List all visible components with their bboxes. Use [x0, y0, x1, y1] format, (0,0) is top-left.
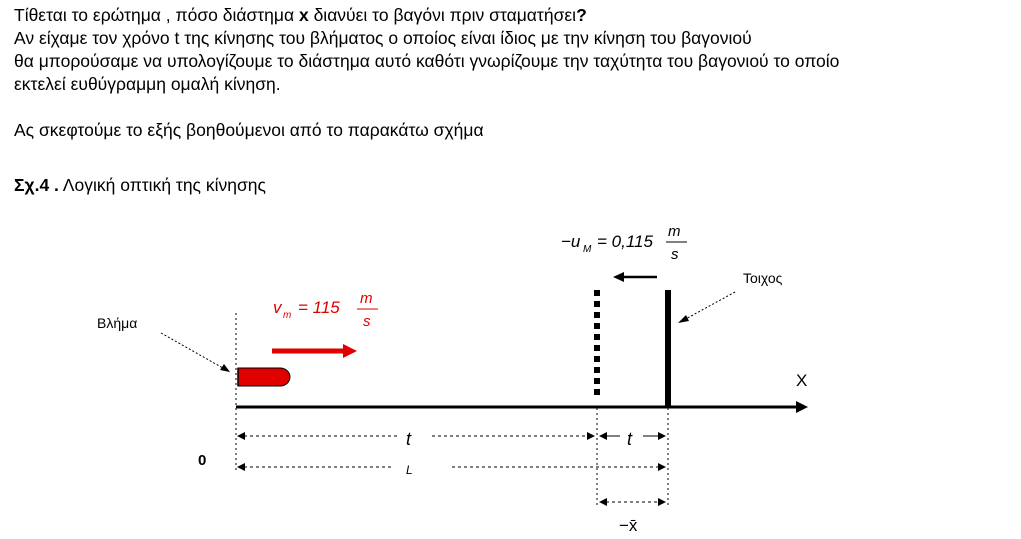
- paragraph-line-5: Ας σκεφτούμε το εξής βοηθούμενοι από το παρακάτω σχήμα: [14, 120, 484, 140]
- svg-text:M: M: [583, 244, 592, 255]
- wagon-velocity-arrowhead: [613, 272, 624, 282]
- time-label: t: [406, 429, 412, 449]
- svg-text:s: s: [363, 313, 371, 330]
- svg-text:m: m: [360, 290, 373, 307]
- wagon-time-label: t: [627, 429, 633, 449]
- paragraph-line-2: Αν είχαμε τον χρόνο t της κίνησης του βλήματος ο οποίος είναι ίδιος με την κίνηση του βαγονιού: [14, 28, 752, 48]
- variable-x: x: [298, 5, 309, 25]
- svg-text:m: m: [668, 223, 681, 240]
- svg-text:= 115: = 115: [298, 298, 340, 317]
- projectile-label: Βλήμα: [97, 315, 138, 331]
- wall-label: Τοιχος: [743, 270, 783, 286]
- figure-number: Σχ.4 .: [14, 175, 59, 195]
- displacement-label: −x̄: [619, 516, 638, 535]
- length-label: L: [406, 463, 413, 477]
- projectile-pointer-arrowhead: [220, 364, 230, 372]
- projectile-body: [238, 368, 290, 386]
- svg-text:−u: −u: [561, 232, 581, 251]
- wall-pointer-arrowhead: [678, 315, 689, 323]
- svg-text:m: m: [283, 310, 292, 321]
- paragraph-line-4: εκτελεί ευθύγραμμη ομαλή κίνηση.: [14, 74, 281, 94]
- x-axis-arrowhead: [796, 401, 808, 413]
- svg-text:s: s: [671, 246, 679, 263]
- origin-label: 0: [198, 452, 207, 469]
- projectile-velocity-arrowhead: [343, 344, 357, 358]
- svg-text:v: v: [273, 298, 282, 317]
- figure-caption: Σχ.4 . Λογική οπτική της κίνησης: [14, 175, 266, 195]
- projectile-velocity-formula: [273, 290, 378, 330]
- paragraph-line-3: θα μπορούσαμε να υπολογίζουμε το διάστημα αυτό καθότι γνωρίζουμε την ταχύτητα του βαγονιού το οποίο: [14, 51, 840, 71]
- wall-pointer: [682, 292, 735, 321]
- wagon-velocity-formula: [561, 223, 687, 263]
- x-axis-label: X: [796, 371, 808, 390]
- projectile-pointer: [161, 333, 230, 372]
- svg-text:= 0,115: = 0,115: [597, 232, 653, 251]
- paragraph-line-1: Τίθεται το ερώτημα , πόσο διάστημα x διανύει το βαγόνι πριν σταματήσει?: [14, 5, 587, 25]
